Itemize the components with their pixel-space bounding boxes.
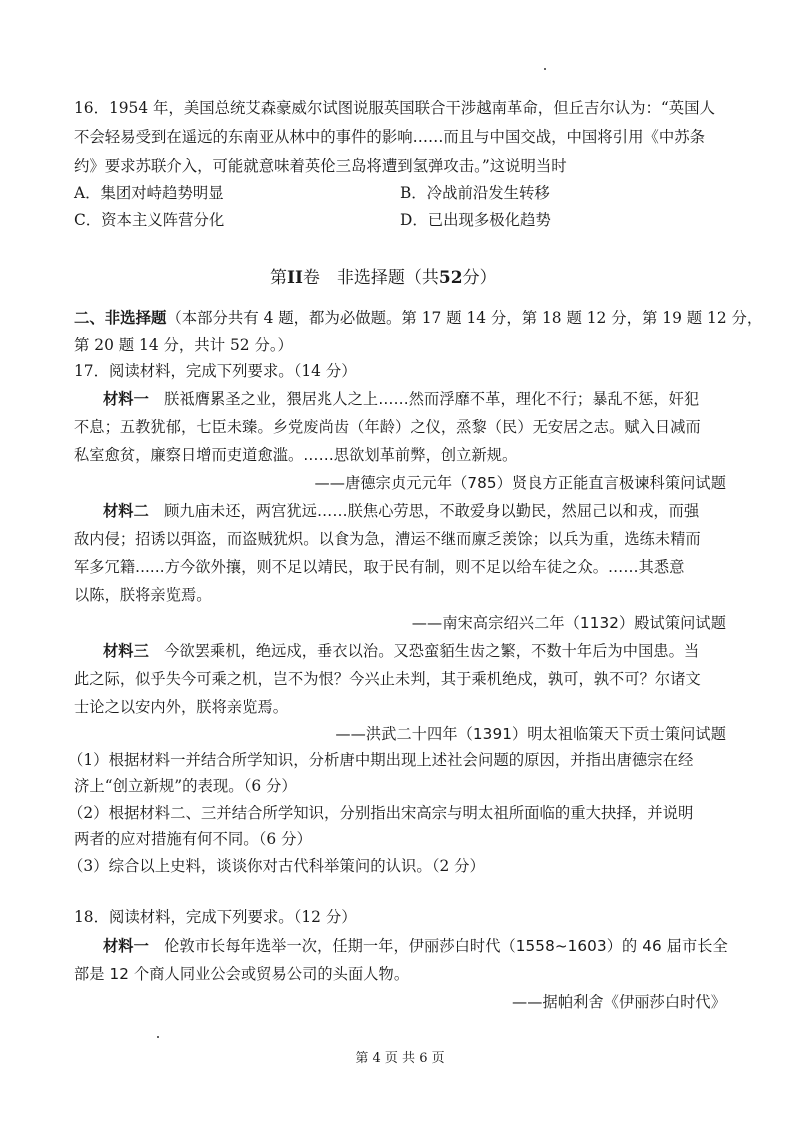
q17-subquestion1-line1: （1）根据材料一并结合所学知识，分析唐中期出现上述社会问题的原因，并指出唐德宗在经 — [68, 751, 694, 769]
q16-option-b: B．冷战前沿发生转移 — [400, 184, 550, 202]
q17-material2-line2: 敌内侵；招诱以弭盗，而盗贼犹炽。以食为急，漕运不继而廪乏羡馀；以兵为重，选练未精而 — [74, 530, 701, 548]
q17-material3-text: 今欲罢乘机，绝远戍，垂衣以治。又恐蛮貊生齿之繁，不数十年后为中国患。当 — [164, 642, 700, 660]
q16-stem-line1: 16．1954 年，美国总统艾森豪威尔试图说服英国联合干涉越南革命，但丘吉尔认为：“英国人 — [74, 99, 715, 117]
q17-material2-source: ——南宋高宗绍兴二年（1132）殿试策问试题 — [411, 614, 726, 632]
q17-material1-line3: 私室愈贫，廉察日增而吏道愈滥。……思欲划革前弊，创立新规。 — [74, 446, 518, 464]
q17-material2-label: 材料二 — [103, 502, 149, 520]
q16-option-a: A．集团对峙趋势明显 — [74, 184, 224, 202]
q17-material1-label: 材料一 — [103, 390, 149, 408]
q16-stem-line3: 约》要求苏联介入，可能就意味着英伦三岛将遭到氢弹攻击。”这说明当时 — [74, 157, 567, 175]
section-heading-line2: 第 20 题 14 分，共计 52 分。） — [74, 336, 293, 354]
q17-material2-line3: 军多冗籍......方今欲外攘，则不足以靖民，取于民有制，则不足以给车徒之众。……其悉意 — [74, 558, 685, 576]
section-heading-bold: 二、非选择题 — [74, 309, 167, 327]
section-title-score: 52 — [438, 268, 463, 288]
section-heading-rest: （本部分共有 4 题，都为必做题。第 17 题 14 分，第 18 题 12 分，第 19 题 12 分， — [166, 309, 763, 327]
q17-subquestion3: （3）综合以上史料，谈谈你对古代科举策问的认识。（2 分） — [68, 857, 485, 875]
section-title-suffix: 分） — [462, 268, 497, 288]
q17-material3-label: 材料三 — [103, 642, 149, 660]
section-title-prefix: 第 — [270, 268, 287, 288]
q17-material2-text: 顾九庙未还，两宫犹远……朕焦心劳思，不敢爱身以勤民，然屈己以和戎，而强 — [164, 502, 700, 520]
q16-option-d: D．已出现多极化趋势 — [400, 211, 551, 229]
q18-material1-label: 材料一 — [103, 937, 149, 955]
q17-material3-line1 — [103, 640, 699, 661]
q17-material3-line3: 士论之以安内外，朕将亲览焉。 — [74, 698, 289, 716]
q16-option-c: C．资本主义阵营分化 — [74, 211, 225, 229]
page-number: 第 4 页 共 6 页 — [355, 1051, 445, 1066]
q17-material1-line2: 不息；五教犹郁，七臣未臻。乡党废尚齿（年龄）之仪，烝黎（民）无安居之志。赋入日减而 — [74, 418, 701, 436]
q16-stem-line2: 不会轻易受到在遥远的东南亚从林中的事件的影响……而且与中国交战，中国将引用《中苏条 — [74, 128, 706, 146]
q17-material1-line1 — [103, 388, 699, 409]
q18-material1-text: 伦敦市长每年选举一次，任期一年，伊丽莎白时代（1558~1603）的 46 届市长全 — [164, 937, 728, 955]
q18-intro: 18．阅读材料，完成下列要求。（12 分） — [74, 908, 357, 926]
q17-material1-source: ——唐德宗贞元元年（785）贤良方正能直言极谏科策问试题 — [314, 474, 726, 492]
q17-material2-line4: 以陈，朕将亲览焉。 — [74, 586, 212, 604]
q17-material1-text: 朕祗膺累圣之业，猥居兆人之上……然而浮靡不革，理化不行；暴乱不惩，奸犯 — [164, 390, 700, 408]
section-title-mid: 卷 非选择题（共 — [302, 268, 439, 288]
q17-subquestion2-line2: 两者的应对措施有何不同。（6 分） — [74, 830, 312, 848]
q17-subquestion1-line2: 济上“创立新规”的表现。（6 分） — [74, 777, 297, 795]
section-title-roman: II — [287, 268, 303, 288]
q17-material3-source: ——洪武二十四年（1391）明太祖临策天下贡士策问试题 — [335, 725, 726, 743]
q18-material1-source: ——据帕利舍《伊丽莎白时代》 — [511, 993, 726, 1011]
q17-subquestion2-line1: （2）根据材料二、三并结合所学知识，分别指出宋高宗与明太祖所面临的重大抉择，并说明 — [68, 804, 694, 822]
scan-dot — [544, 68, 546, 70]
scan-dot — [157, 1036, 159, 1038]
q17-material2-line1 — [103, 500, 699, 521]
q17-material3-line2: 此之际，似乎失今可乘之机，岂不为恨？今兴止未判，其于乘机绝戍，孰可，孰不可？尔诸文 — [74, 670, 701, 688]
q18-material1-line2: 部是 12 个商人同业公会或贸易公司的头面人物。 — [74, 965, 410, 983]
section-heading — [74, 308, 762, 328]
q17-intro: 17．阅读材料，完成下列要求。（14 分） — [74, 362, 357, 380]
section-title — [270, 263, 497, 288]
q18-material1-line1 — [103, 935, 728, 956]
